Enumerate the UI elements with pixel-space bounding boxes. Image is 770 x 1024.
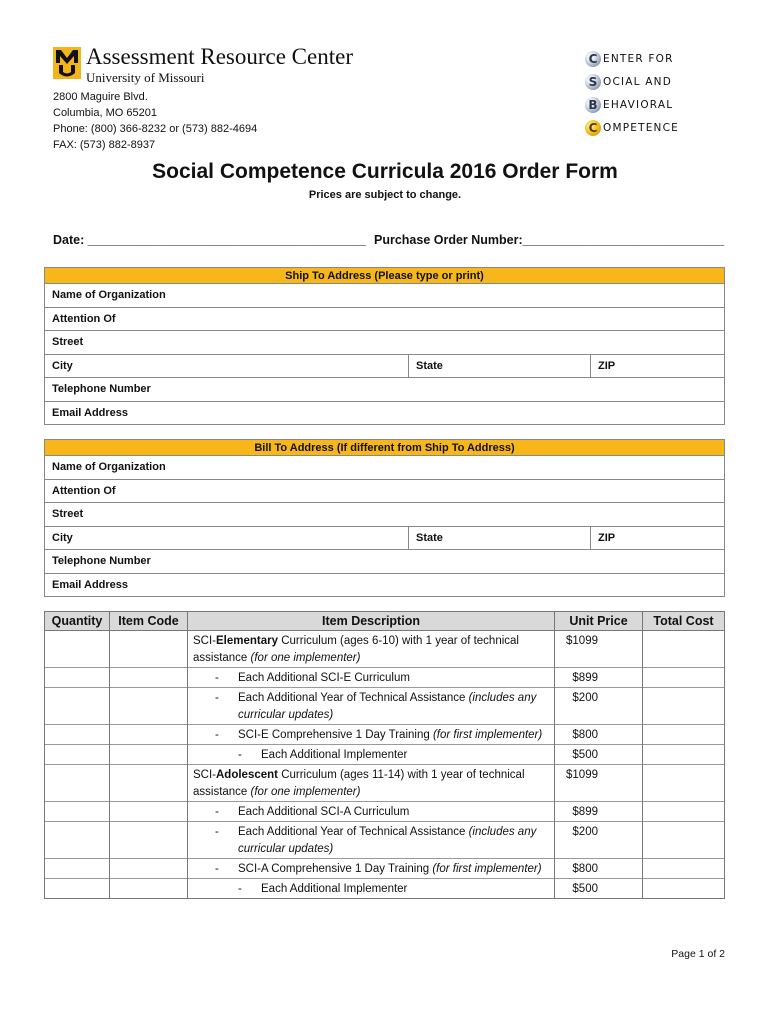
- unit-price-cell: $899: [555, 668, 643, 688]
- ship-name-field[interactable]: Name of Organization: [45, 284, 725, 308]
- bill-city-field[interactable]: City: [45, 526, 409, 550]
- unit-price-cell: $500: [555, 745, 643, 765]
- quantity-cell[interactable]: [45, 688, 110, 725]
- purchase-order-field[interactable]: Purchase Order Number:_____________________________: [374, 233, 725, 247]
- table-row: [45, 631, 725, 668]
- item-description-cell: - Each Additional SCI-A Curriculum: [188, 802, 555, 822]
- quantity-cell[interactable]: [45, 631, 110, 668]
- unit-price-cell: $1099: [555, 765, 643, 802]
- phone-line: Phone: (800) 366-8232 or (573) 882-4694: [53, 123, 258, 135]
- date-field[interactable]: Date: ________________________________________: [53, 233, 366, 247]
- bill-street-field[interactable]: Street: [45, 503, 725, 527]
- item-description-cell: - SCI-A Comprehensive 1 Day Training (for first implementer): [188, 859, 555, 879]
- quantity-cell[interactable]: [45, 668, 110, 688]
- quantity-cell[interactable]: [45, 745, 110, 765]
- bill-phone-field[interactable]: Telephone Number: [45, 550, 725, 574]
- total-cost-cell[interactable]: [643, 879, 725, 899]
- item-code-cell[interactable]: [110, 822, 188, 859]
- bill-zip-field[interactable]: ZIP: [591, 526, 725, 550]
- item-code-cell[interactable]: [110, 802, 188, 822]
- logo-word: OCIAL AND: [603, 76, 672, 88]
- quantity-cell[interactable]: [45, 859, 110, 879]
- item-description-cell: - Each Additional Year of Technical Assistance (includes any curricular updates): [188, 822, 555, 859]
- bill-state-field[interactable]: State: [409, 526, 591, 550]
- item-description-cell: - Each Additional Implementer: [188, 745, 555, 765]
- item-description-cell: - Each Additional SCI-E Curriculum: [188, 668, 555, 688]
- table-row: [45, 668, 725, 688]
- table-row: [45, 725, 725, 745]
- item-code-cell[interactable]: [110, 631, 188, 668]
- item-code-cell[interactable]: [110, 668, 188, 688]
- ship-city-field[interactable]: City: [45, 354, 409, 378]
- table-row: [45, 879, 725, 899]
- logo-letter-s: S: [585, 74, 601, 90]
- col-item-code: Item Code: [110, 612, 188, 631]
- item-code-cell[interactable]: [110, 745, 188, 765]
- quantity-cell[interactable]: [45, 879, 110, 899]
- table-row: [45, 802, 725, 822]
- org-address: [53, 89, 257, 153]
- total-cost-cell[interactable]: [643, 822, 725, 859]
- item-code-cell[interactable]: [110, 688, 188, 725]
- item-description-cell: - Each Additional Year of Technical Assistance (includes any curricular updates): [188, 688, 555, 725]
- logo-letter-b: B: [585, 97, 601, 113]
- table-row: [45, 745, 725, 765]
- unit-price-cell: $200: [555, 822, 643, 859]
- total-cost-cell[interactable]: [643, 688, 725, 725]
- university-of-missouri-logo: [53, 47, 81, 79]
- university-name: University of Missouri: [86, 70, 205, 85]
- address-line: Columbia, MO 65201: [53, 107, 157, 119]
- total-cost-cell[interactable]: [643, 725, 725, 745]
- ship-to-heading: Ship To Address (Please type or print): [45, 268, 725, 284]
- item-code-cell[interactable]: [110, 725, 188, 745]
- ship-zip-field[interactable]: ZIP: [591, 354, 725, 378]
- ship-street-field[interactable]: Street: [45, 331, 725, 355]
- unit-price-cell: $500: [555, 879, 643, 899]
- bill-name-field[interactable]: Name of Organization: [45, 456, 725, 480]
- total-cost-cell[interactable]: [643, 765, 725, 802]
- csbc-logo: [585, 49, 725, 141]
- form-title: Social Competence Curricula 2016 Order Form: [152, 160, 618, 183]
- address-line: 2800 Maguire Blvd.: [53, 91, 148, 103]
- total-cost-cell[interactable]: [643, 859, 725, 879]
- total-cost-cell[interactable]: [643, 745, 725, 765]
- col-total-cost: Total Cost: [643, 612, 725, 631]
- unit-price-cell: $200: [555, 688, 643, 725]
- table-row: [45, 822, 725, 859]
- bill-to-heading: Bill To Address (If different from Ship To Address): [45, 440, 725, 456]
- item-code-cell[interactable]: [110, 879, 188, 899]
- total-cost-cell[interactable]: [643, 802, 725, 822]
- org-name: Assessment Resource Center: [86, 44, 353, 69]
- item-description-cell: - Each Additional Implementer: [188, 879, 555, 899]
- table-row: [45, 859, 725, 879]
- unit-price-cell: $1099: [555, 631, 643, 668]
- quantity-cell[interactable]: [45, 725, 110, 745]
- quantity-cell[interactable]: [45, 765, 110, 802]
- item-code-cell[interactable]: [110, 859, 188, 879]
- table-row: [45, 765, 725, 802]
- ship-attention-field[interactable]: Attention Of: [45, 307, 725, 331]
- ship-phone-field[interactable]: Telephone Number: [45, 378, 725, 402]
- ship-state-field[interactable]: State: [409, 354, 591, 378]
- page-number: Page 1 of 2: [671, 948, 725, 960]
- bill-email-field[interactable]: Email Address: [45, 573, 725, 597]
- item-code-cell[interactable]: [110, 765, 188, 802]
- ship-to-table: [44, 267, 725, 425]
- items-table: [44, 611, 725, 899]
- table-row: [45, 688, 725, 725]
- col-unit-price: Unit Price: [555, 612, 643, 631]
- logo-word: EHAVIORAL: [603, 99, 674, 111]
- item-description-cell: SCI-Adolescent Curriculum (ages 11-14) with 1 year of technical assistance (for one implementer): [188, 765, 555, 802]
- unit-price-cell: $800: [555, 725, 643, 745]
- logo-letter-c: C: [585, 51, 601, 67]
- fax-line: FAX: (573) 882-8937: [53, 139, 156, 151]
- quantity-cell[interactable]: [45, 822, 110, 859]
- ship-email-field[interactable]: Email Address: [45, 401, 725, 425]
- items-body: [45, 631, 725, 899]
- logo-word: ENTER FOR: [603, 53, 674, 65]
- total-cost-cell[interactable]: [643, 668, 725, 688]
- col-item-description: Item Description: [188, 612, 555, 631]
- quantity-cell[interactable]: [45, 802, 110, 822]
- logo-letter-c-gold: C: [585, 120, 601, 136]
- form-subtitle: Prices are subject to change.: [308, 189, 462, 201]
- unit-price-cell: $899: [555, 802, 643, 822]
- bill-to-table: [44, 439, 725, 597]
- total-cost-cell[interactable]: [643, 631, 725, 668]
- item-description-cell: - SCI-E Comprehensive 1 Day Training (for first implementer): [188, 725, 555, 745]
- bill-attention-field[interactable]: Attention Of: [45, 479, 725, 503]
- col-quantity: Quantity: [45, 612, 110, 631]
- unit-price-cell: $800: [555, 859, 643, 879]
- item-description-cell: SCI-Elementary Curriculum (ages 6-10) with 1 year of technical assistance (for one implementer): [188, 631, 555, 668]
- logo-word: OMPETENCE: [603, 122, 679, 134]
